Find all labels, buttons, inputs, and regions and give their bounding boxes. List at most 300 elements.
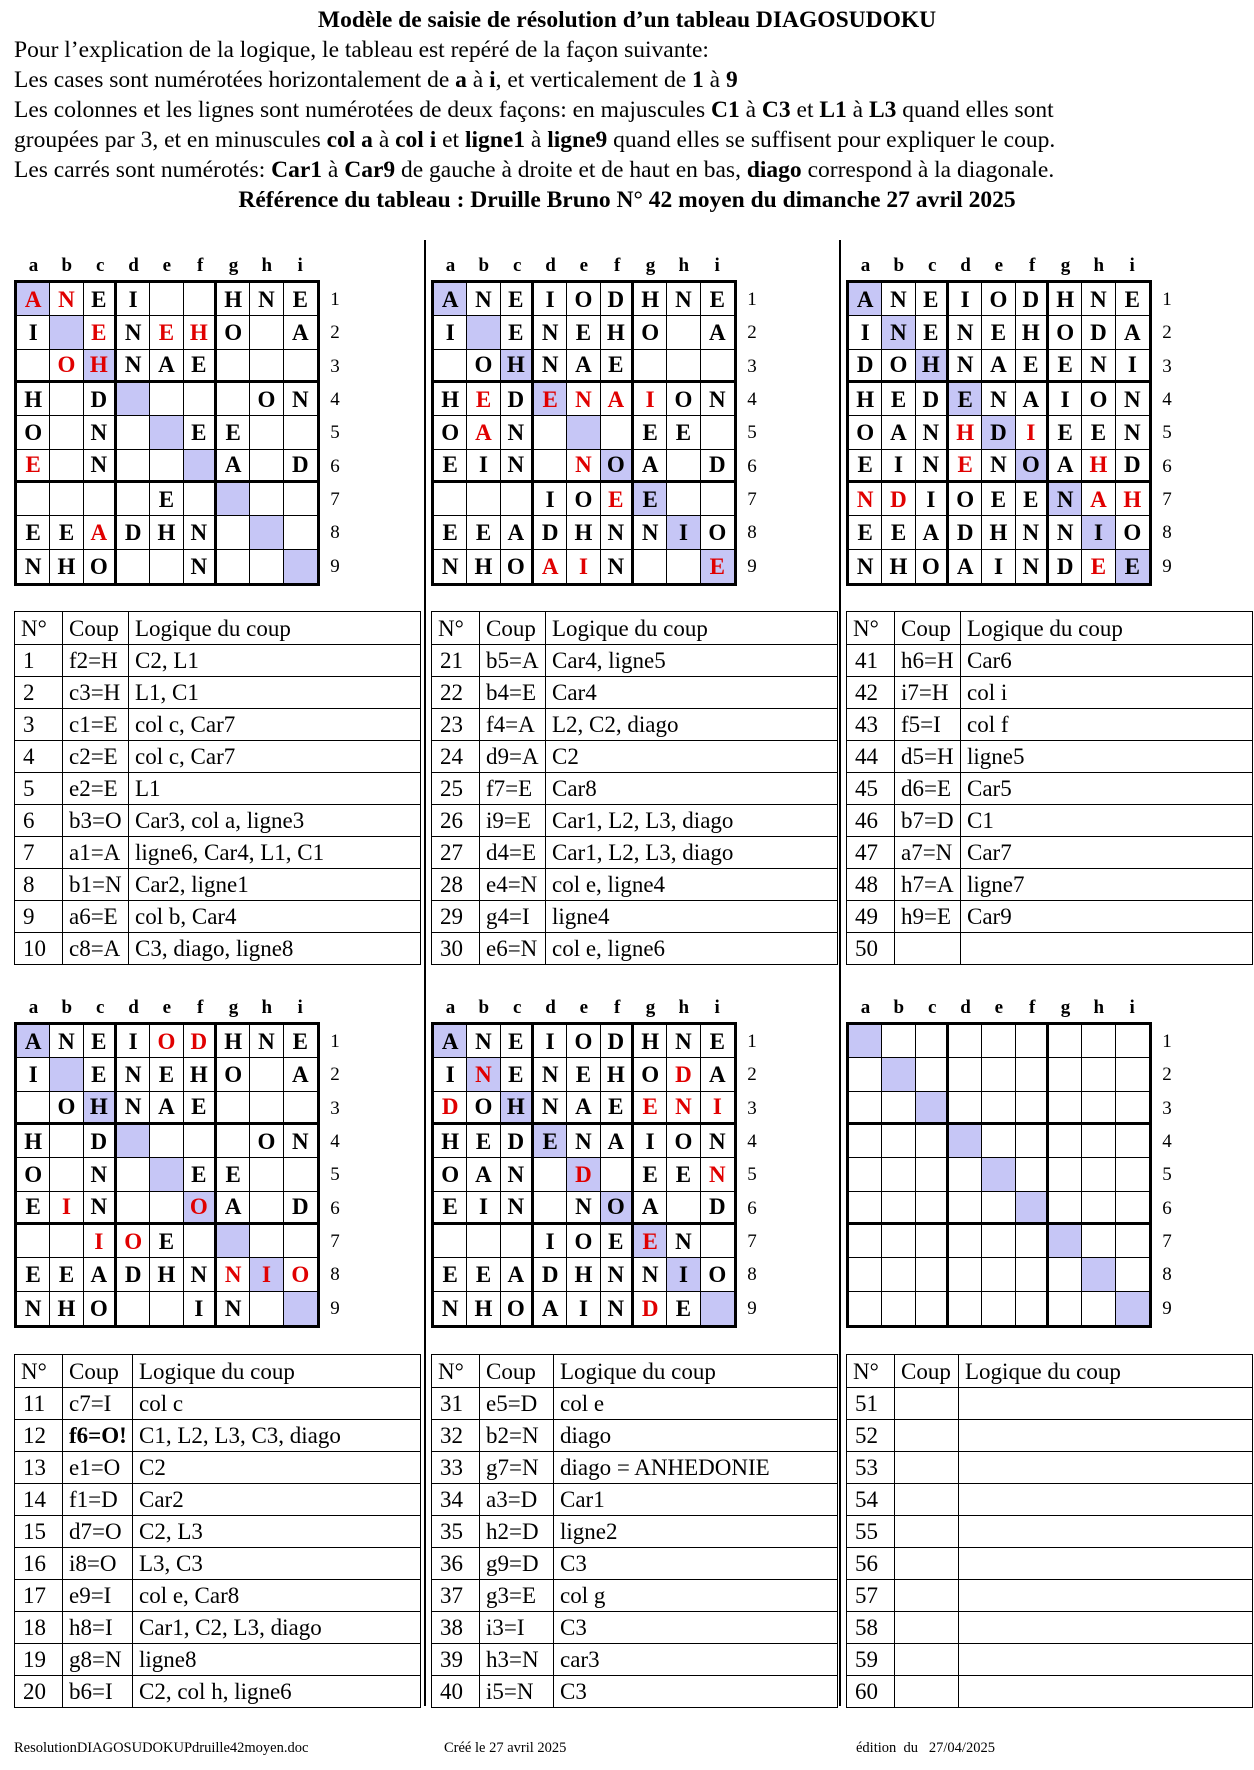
move-logique (959, 1644, 1253, 1676)
cell-f5 (1016, 1158, 1049, 1191)
cell-e9 (150, 1292, 183, 1325)
cell-e7: E (982, 483, 1015, 516)
cell-g2: O (217, 316, 250, 349)
move-logique: C3 (554, 1612, 838, 1644)
move-coup: d4=E (480, 837, 546, 869)
cell-d8: D (949, 516, 982, 549)
row-number: 8 (330, 522, 340, 544)
move-coup (895, 1548, 959, 1580)
column-letter: b (478, 255, 490, 276)
cell-i7 (701, 1225, 734, 1258)
move-logique: col f (961, 709, 1253, 741)
cell-a1: A (849, 283, 882, 316)
cell-g8: N (634, 516, 667, 549)
cell-i3 (284, 1092, 317, 1125)
cell-g9 (217, 550, 250, 583)
cell-b2 (50, 316, 83, 349)
cell-c6: N (501, 1192, 534, 1225)
move-coup: h6=H (895, 645, 961, 677)
table-header-row (15, 612, 421, 645)
cell-c8: A (916, 516, 949, 549)
cell-g4 (1049, 1125, 1082, 1158)
column-letter: b (893, 255, 905, 276)
cell-f1: D (601, 1025, 634, 1058)
cell-e2: E (982, 316, 1015, 349)
cell-a4: H (434, 1125, 467, 1158)
column-letter: i (297, 997, 303, 1018)
text-segment: groupées par 3, et en minuscules (14, 127, 327, 153)
move-logique: ligne6, Car4, L1, C1 (129, 837, 421, 869)
row-number: 4 (747, 388, 757, 410)
moves-table-3 (846, 611, 1253, 965)
column-letter: f (613, 997, 621, 1018)
cell-i8: O (284, 1258, 317, 1291)
cell-b2 (467, 316, 500, 349)
cell-i2: A (701, 316, 734, 349)
column-letter: g (1060, 255, 1071, 276)
cell-f9 (1016, 1292, 1049, 1325)
move-number: 49 (847, 901, 895, 933)
cell-b4 (882, 1125, 915, 1158)
text-segment: et (790, 97, 820, 123)
cell-g2: O (634, 316, 667, 349)
move-number: 31 (432, 1388, 480, 1420)
move-logique: ligne4 (546, 901, 838, 933)
cell-c8 (916, 1258, 949, 1291)
cell-e8: H (567, 1258, 600, 1291)
cell-e5 (567, 416, 600, 449)
row-number: 7 (330, 1230, 340, 1252)
table-row (15, 1452, 421, 1484)
move-logique: col c, Car7 (129, 709, 421, 741)
table-row (15, 1388, 421, 1420)
cell-h7 (667, 483, 700, 516)
move-logique: Car4 (546, 677, 838, 709)
move-coup (895, 1484, 959, 1516)
cell-c6 (916, 1192, 949, 1225)
table-row (432, 1516, 838, 1548)
move-number: 20 (15, 1676, 63, 1708)
footer-edition: édition du 27/04/2025 (856, 1740, 995, 1756)
cell-f6: O (1016, 450, 1049, 483)
cell-h5 (1082, 1158, 1115, 1191)
text-segment: 1 (692, 67, 704, 93)
cell-h5 (250, 416, 283, 449)
cell-i2: A (284, 1058, 317, 1091)
text-segment: C1 (710, 97, 740, 123)
cell-b7 (882, 1225, 915, 1258)
column-letter: f (1028, 255, 1036, 276)
column-letter: c (95, 997, 105, 1018)
footer-created: Créé le 27 avril 2025 (444, 1740, 567, 1756)
cell-i2: A (1116, 316, 1149, 349)
cell-b1: N (467, 1025, 500, 1058)
cell-b8: E (50, 516, 83, 549)
text-segment: de gauche à droite et de haut en bas, (395, 157, 747, 183)
cell-c8: A (501, 1258, 534, 1291)
cell-a8: E (17, 1258, 50, 1291)
column-letter: e (162, 255, 172, 276)
move-logique: col e, ligne4 (546, 869, 838, 901)
column-letter: h (678, 255, 690, 276)
cell-h6 (667, 450, 700, 483)
cell-i5: N (701, 1158, 734, 1191)
move-coup: f6=O! (63, 1420, 133, 1452)
cell-d7: I (534, 1225, 567, 1258)
cell-c6: N (501, 450, 534, 483)
header-number: N° (15, 612, 63, 645)
header-logique: Logique du coup (129, 612, 421, 645)
cell-g5: E (1049, 416, 1082, 449)
table-row (15, 1548, 421, 1580)
move-number: 28 (432, 869, 480, 901)
move-number: 14 (15, 1484, 63, 1516)
cell-d5 (534, 1158, 567, 1191)
cell-i4: N (701, 1125, 734, 1158)
table-row (15, 901, 421, 933)
text-segment: Car1 (271, 157, 323, 183)
cell-h9 (250, 1292, 283, 1325)
row-number: 9 (747, 1297, 757, 1319)
cell-d1: I (117, 283, 150, 316)
cell-e6 (150, 450, 183, 483)
row-number: 1 (747, 289, 757, 310)
cell-a3: D (849, 350, 882, 383)
cell-b7: D (882, 483, 915, 516)
text-segment: ligne1 (464, 127, 526, 153)
header-coup: Coup (895, 1355, 959, 1388)
cell-a7 (434, 483, 467, 516)
table-row (847, 805, 1253, 837)
cell-i3 (701, 350, 734, 383)
cell-c6: N (916, 450, 949, 483)
cell-g8 (217, 516, 250, 549)
text-segment: a (455, 67, 467, 93)
cell-d9: A (534, 550, 567, 583)
header-coup: Coup (480, 1355, 554, 1388)
column-letter: d (545, 255, 556, 276)
header-logique: Logique du coup (133, 1355, 421, 1388)
column-letter: d (128, 255, 139, 276)
move-logique: Car6 (961, 645, 1253, 677)
move-number: 44 (847, 741, 895, 773)
cell-e6: N (567, 1192, 600, 1225)
row-number: 1 (1162, 289, 1172, 310)
cell-h4: O (1082, 383, 1115, 416)
column-letter: e (579, 255, 589, 276)
cell-e7 (982, 1225, 1015, 1258)
cell-a8: E (849, 516, 882, 549)
cell-h8 (250, 516, 283, 549)
cell-e6: N (567, 450, 600, 483)
cell-h9: E (667, 1292, 700, 1325)
grid-cells (14, 1022, 320, 1328)
table-row (15, 1580, 421, 1612)
cell-h8 (1082, 1258, 1115, 1291)
cell-d8: D (534, 516, 567, 549)
cell-b3: O (467, 350, 500, 383)
cell-d2: N (534, 1058, 567, 1091)
column-letter: b (478, 997, 490, 1018)
cell-c7 (501, 1225, 534, 1258)
row-number: 5 (330, 1164, 340, 1186)
cell-f3: E (184, 350, 217, 383)
cell-a6: E (434, 1192, 467, 1225)
cell-c1: E (501, 1025, 534, 1058)
cell-a6 (849, 1192, 882, 1225)
table-row (15, 869, 421, 901)
row-number: 7 (1162, 488, 1172, 510)
move-coup: b3=O (63, 805, 129, 837)
cell-f3 (1016, 1092, 1049, 1125)
cell-g6: A (634, 450, 667, 483)
table-row (847, 869, 1253, 901)
page-title: Modèle de saisie de résolution d’un tableau DIAGOSUDOKU (317, 7, 937, 33)
move-logique: col e, Car8 (133, 1580, 421, 1612)
move-coup (895, 1420, 959, 1452)
header-number: N° (847, 1355, 895, 1388)
cell-h2 (250, 316, 283, 349)
move-number: 56 (847, 1548, 895, 1580)
move-logique (959, 1612, 1253, 1644)
cell-c2: E (84, 1058, 117, 1091)
cell-d4 (949, 1125, 982, 1158)
cell-g1: H (1049, 283, 1082, 316)
moves-table-6 (846, 1354, 1253, 1708)
cell-b8: E (50, 1258, 83, 1291)
column-letter: h (1093, 255, 1105, 276)
cell-g5 (1049, 1158, 1082, 1191)
row-number: 5 (1162, 422, 1172, 444)
column-letter: a (28, 997, 39, 1018)
cell-e9: I (567, 550, 600, 583)
cell-i4: N (1116, 383, 1149, 416)
cell-i5 (1116, 1158, 1149, 1191)
move-logique (959, 1452, 1253, 1484)
cell-a5: O (17, 1158, 50, 1191)
cell-b5: A (467, 1158, 500, 1191)
move-coup (895, 933, 961, 965)
cell-f5: E (184, 416, 217, 449)
cell-g2 (1049, 1058, 1082, 1091)
intro-line-2 (14, 66, 738, 94)
cell-d9 (949, 1292, 982, 1325)
cell-i5 (701, 416, 734, 449)
cell-b1: N (882, 283, 915, 316)
cell-i3: I (701, 1092, 734, 1125)
cell-h3: N (667, 1092, 700, 1125)
cell-f7: E (601, 483, 634, 516)
cell-b8: E (467, 1258, 500, 1291)
column-letter: a (445, 255, 456, 276)
cell-d6 (117, 1192, 150, 1225)
cell-h5: E (667, 416, 700, 449)
move-number: 45 (847, 773, 895, 805)
text-segment: à (322, 157, 345, 183)
cell-d9 (117, 550, 150, 583)
cell-f1: D (1016, 283, 1049, 316)
cell-e3: A (150, 1092, 183, 1125)
move-number: 15 (15, 1516, 63, 1548)
move-number: 43 (847, 709, 895, 741)
cell-e4 (982, 1125, 1015, 1158)
cell-d6 (534, 1192, 567, 1225)
cell-h6 (667, 1192, 700, 1225)
cell-f5 (601, 1158, 634, 1191)
text-segment: quand elles se suffisent pour expliquer le coup. (607, 127, 1056, 153)
move-logique: C2, L1 (129, 645, 421, 677)
table-row (15, 1516, 421, 1548)
moves-table-5 (431, 1354, 838, 1708)
cell-d4: E (534, 383, 567, 416)
cell-d1: I (534, 283, 567, 316)
move-coup (895, 1388, 959, 1420)
cell-c1: E (916, 283, 949, 316)
cell-i4 (1116, 1125, 1149, 1158)
column-letter: e (162, 997, 172, 1018)
cell-g7: E (634, 483, 667, 516)
cell-i8: O (1116, 516, 1149, 549)
cell-e1 (982, 1025, 1015, 1058)
row-number: 3 (330, 1097, 340, 1119)
text-segment: et (436, 127, 465, 153)
cell-c5: N (84, 1158, 117, 1191)
move-number: 27 (432, 837, 480, 869)
cell-g1: H (217, 1025, 250, 1058)
cell-h7 (1082, 1225, 1115, 1258)
cell-i8: O (701, 1258, 734, 1291)
table-row (432, 901, 838, 933)
cell-i1: E (701, 283, 734, 316)
text-segment: i (489, 67, 496, 93)
cell-c8: A (84, 1258, 117, 1291)
cell-c7 (84, 483, 117, 516)
cell-i5 (284, 416, 317, 449)
cell-e7: O (567, 1225, 600, 1258)
cell-h1: N (250, 1025, 283, 1058)
cell-e3: A (567, 1092, 600, 1125)
move-number: 23 (432, 709, 480, 741)
cell-g2: O (217, 1058, 250, 1091)
cell-e7: O (567, 483, 600, 516)
cell-g9: D (1049, 550, 1082, 583)
cell-b5: A (467, 416, 500, 449)
cell-g3 (1049, 1092, 1082, 1125)
column-letter: h (261, 997, 273, 1018)
cell-f7: E (1016, 483, 1049, 516)
cell-b3: O (50, 1092, 83, 1125)
cell-b4: E (467, 1125, 500, 1158)
table-row (847, 837, 1253, 869)
move-logique: diago = ANHEDONIE (554, 1452, 838, 1484)
cell-h9: E (1082, 550, 1115, 583)
move-logique: Car1, L2, L3, diago (546, 837, 838, 869)
cell-i9 (701, 1292, 734, 1325)
cell-i3: I (1116, 350, 1149, 383)
header-number: N° (432, 612, 480, 645)
cell-i9: E (1116, 550, 1149, 583)
cell-i6: D (1116, 450, 1149, 483)
cell-g5: E (217, 1158, 250, 1191)
cell-f3: E (184, 1092, 217, 1125)
cell-d3 (949, 1092, 982, 1125)
move-coup: a1=A (63, 837, 129, 869)
cell-h2 (1082, 1058, 1115, 1091)
text-segment: à (846, 97, 869, 123)
column-letter: g (645, 997, 656, 1018)
cell-g9 (1049, 1292, 1082, 1325)
column-letter: c (95, 255, 105, 276)
cell-d3: N (949, 350, 982, 383)
cell-f2: H (1016, 316, 1049, 349)
cell-e9: I (982, 550, 1015, 583)
cell-d7: O (117, 1225, 150, 1258)
cell-b4 (50, 383, 83, 416)
cell-f9: N (1016, 550, 1049, 583)
cell-e5: D (982, 416, 1015, 449)
cell-c9: O (84, 550, 117, 583)
cell-f6: O (601, 450, 634, 483)
cell-a8: E (434, 1258, 467, 1291)
cell-b5 (50, 416, 83, 449)
cell-h6 (1082, 1192, 1115, 1225)
column-letter: i (297, 255, 303, 276)
column-letter: h (1093, 997, 1105, 1018)
row-number: 4 (747, 1130, 757, 1152)
cell-a6: E (17, 1192, 50, 1225)
cell-d2 (949, 1058, 982, 1091)
cell-e2: E (150, 1058, 183, 1091)
cell-a4: H (849, 383, 882, 416)
row-number: 8 (747, 1264, 757, 1286)
table-row (15, 1420, 421, 1452)
row-number: 8 (1162, 1264, 1172, 1286)
cell-c3: H (916, 350, 949, 383)
move-logique: C1, L2, L3, C3, diago (133, 1420, 421, 1452)
cell-c6: N (84, 450, 117, 483)
column-letter: a (860, 997, 871, 1018)
table-row (15, 1612, 421, 1644)
cell-h1: N (1082, 283, 1115, 316)
move-logique: col e, ligne6 (546, 933, 838, 965)
cell-h3 (667, 350, 700, 383)
move-number: 29 (432, 901, 480, 933)
move-coup: g8=N (63, 1644, 133, 1676)
row-number: 4 (330, 388, 340, 410)
row-number: 9 (330, 555, 340, 577)
move-number: 46 (847, 805, 895, 837)
cell-e8: H (567, 516, 600, 549)
move-logique: col c (133, 1388, 421, 1420)
cell-e6 (150, 1192, 183, 1225)
table-row (847, 1580, 1253, 1612)
row-number: 6 (330, 455, 340, 477)
cell-h1: N (667, 1025, 700, 1058)
cell-f7 (1016, 1225, 1049, 1258)
cell-f5: I (1016, 416, 1049, 449)
cell-b1: N (50, 1025, 83, 1058)
move-logique: Car3, col a, ligne3 (129, 805, 421, 837)
cell-g5: E (634, 1158, 667, 1191)
move-number: 8 (15, 869, 63, 901)
cell-b3: O (467, 1092, 500, 1125)
table-row (432, 1676, 838, 1708)
table-row (847, 1516, 1253, 1548)
move-number: 21 (432, 645, 480, 677)
cell-c2: E (84, 316, 117, 349)
column-letter: e (994, 997, 1004, 1018)
cell-f8: N (1016, 516, 1049, 549)
